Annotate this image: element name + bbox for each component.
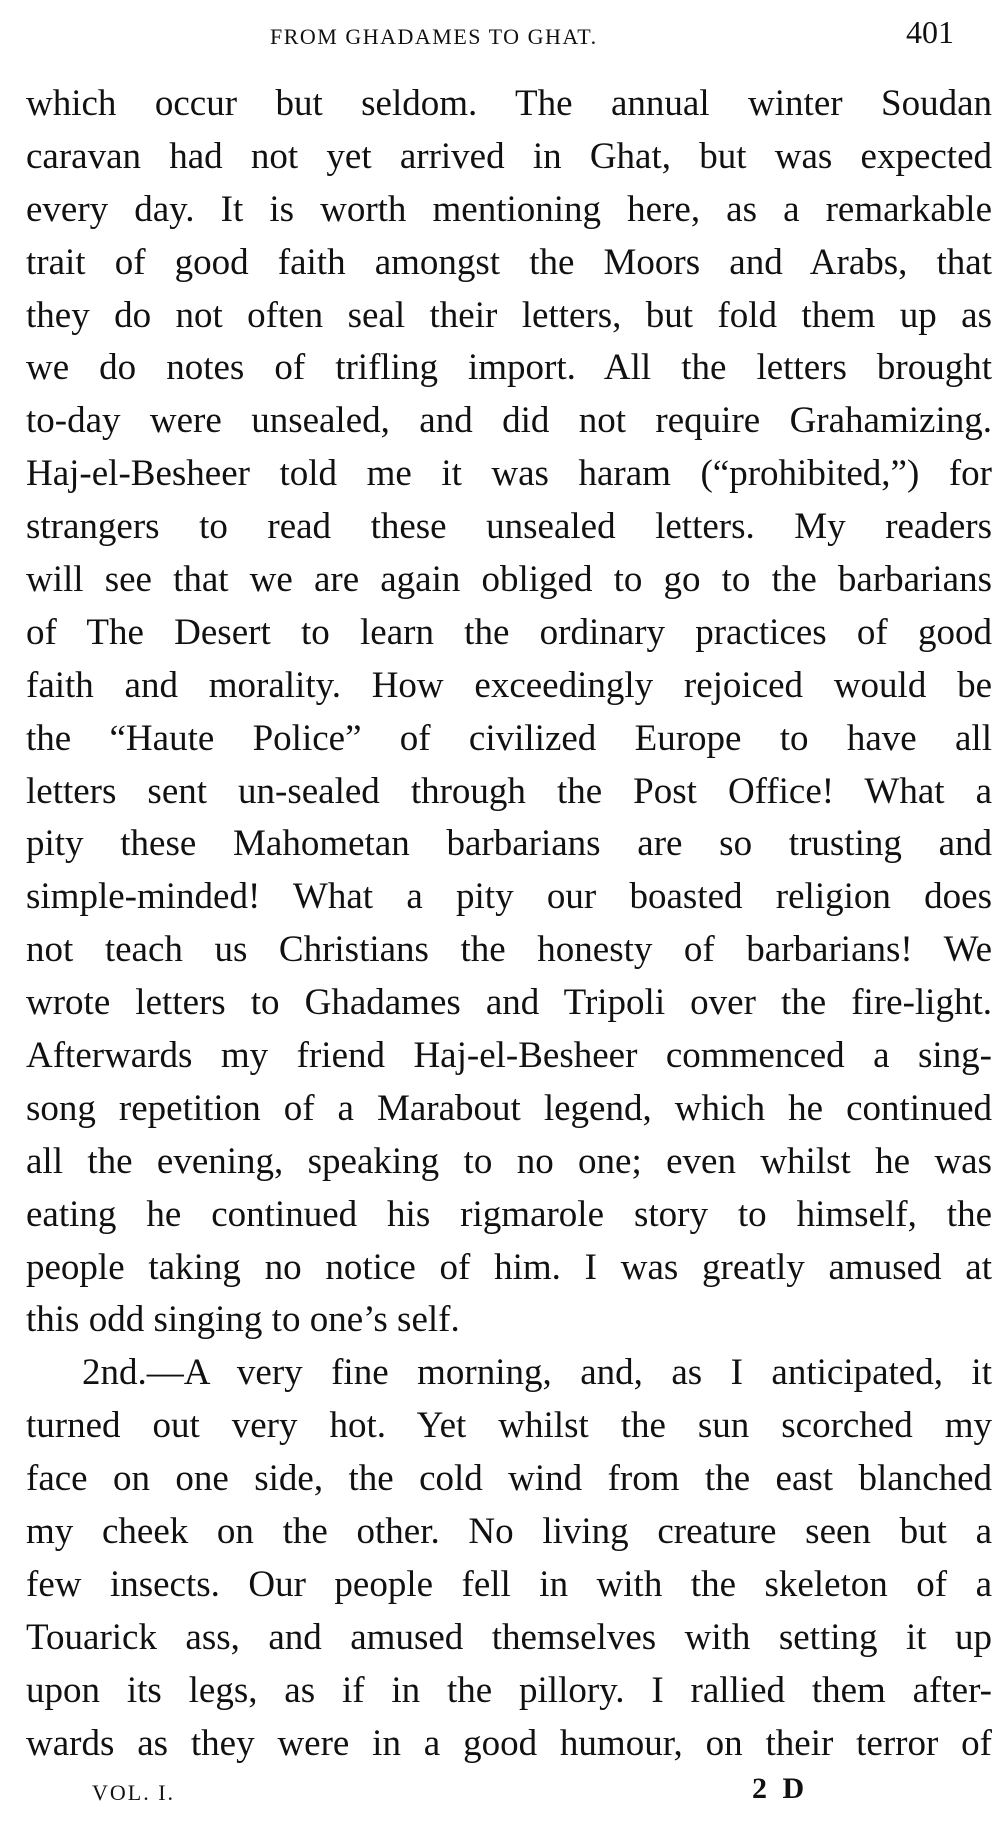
text-line: they do not often seal their letters, but fold them up as	[26, 294, 992, 336]
body-text	[26, 78, 992, 1771]
text-line: of The Desert to learn the ordinary practices of good	[26, 611, 992, 653]
text-line: all the evening, speaking to no one; even whilst he was	[26, 1140, 992, 1182]
page-number: 401	[906, 14, 954, 50]
text-line: wards as they were in a good humour, on their terror of	[26, 1722, 992, 1764]
text-line: face on one side, the cold wind from the east blanched	[26, 1458, 992, 1500]
page-footer	[0, 1772, 1000, 1812]
text-line: caravan had not yet arrived in Ghat, but was expected	[26, 135, 992, 177]
text-line: Haj-el-Besheer told me it was haram (“prohibited,”) for	[26, 453, 992, 495]
paragraph-start-line: 2nd.—A very fine morning, and, as I anticipated, it	[82, 1352, 992, 1394]
text-line: we do notes of trifling import. All the letters brought	[26, 347, 992, 389]
text-line: eating he continued his rigmarole story to himself, the	[26, 1193, 992, 1235]
text-line: wrote letters to Ghadames and Tripoli over the fire-light.	[26, 982, 992, 1024]
text-line: song repetition of a Marabout legend, which he continued	[26, 1087, 992, 1129]
text-line: letters sent un-sealed through the Post Office! What a	[26, 770, 992, 812]
text-line: simple-minded! What a pity our boasted religion does	[26, 876, 992, 918]
text-line: turned out very hot. Yet whilst the sun scorched my	[26, 1405, 992, 1447]
text-line: faith and morality. How exceedingly rejoiced would be	[26, 664, 992, 706]
text-line: will see that we are again obliged to go to the barbarians	[26, 559, 992, 601]
text-line: Afterwards my friend Haj-el-Besheer commenced a sing-	[26, 1035, 992, 1077]
text-line: which occur but seldom. The annual winter Soudan	[26, 83, 992, 124]
volume-mark: VOL. I.	[92, 1780, 176, 1805]
text-line: the “Haute Police” of civilized Europe to have all	[26, 717, 992, 759]
running-title: FROM GHADAMES TO GHAT.	[270, 24, 598, 49]
text-line: every day. It is worth mentioning here, as a remarkable	[26, 188, 992, 230]
text-line: my cheek on the other. No living creature seen but a	[26, 1511, 992, 1553]
text-line: pity these Mahometan barbarians are so trusting and	[26, 823, 992, 865]
text-line: people taking no notice of him. I was greatly amused at	[26, 1246, 992, 1288]
text-line: strangers to read these unsealed letters. My readers	[26, 506, 992, 548]
text-line: Touarick ass, and amused themselves with setting it up	[26, 1616, 992, 1658]
paragraph-end-line: this odd singing to one’s self.	[26, 1299, 460, 1341]
text-line: not teach us Christians the honesty of barbarians! We	[26, 929, 992, 971]
text-line: trait of good faith amongst the Moors and Arabs, that	[26, 241, 992, 283]
text-line: to-day were unsealed, and did not require Grahamizing.	[26, 400, 992, 442]
running-head	[0, 14, 1000, 54]
text-line: few insects. Our people fell in with the skeleton of a	[26, 1563, 992, 1605]
text-line: upon its legs, as if in the pillory. I rallied them after-	[26, 1669, 992, 1711]
signature-mark: 2 D	[752, 1772, 809, 1805]
